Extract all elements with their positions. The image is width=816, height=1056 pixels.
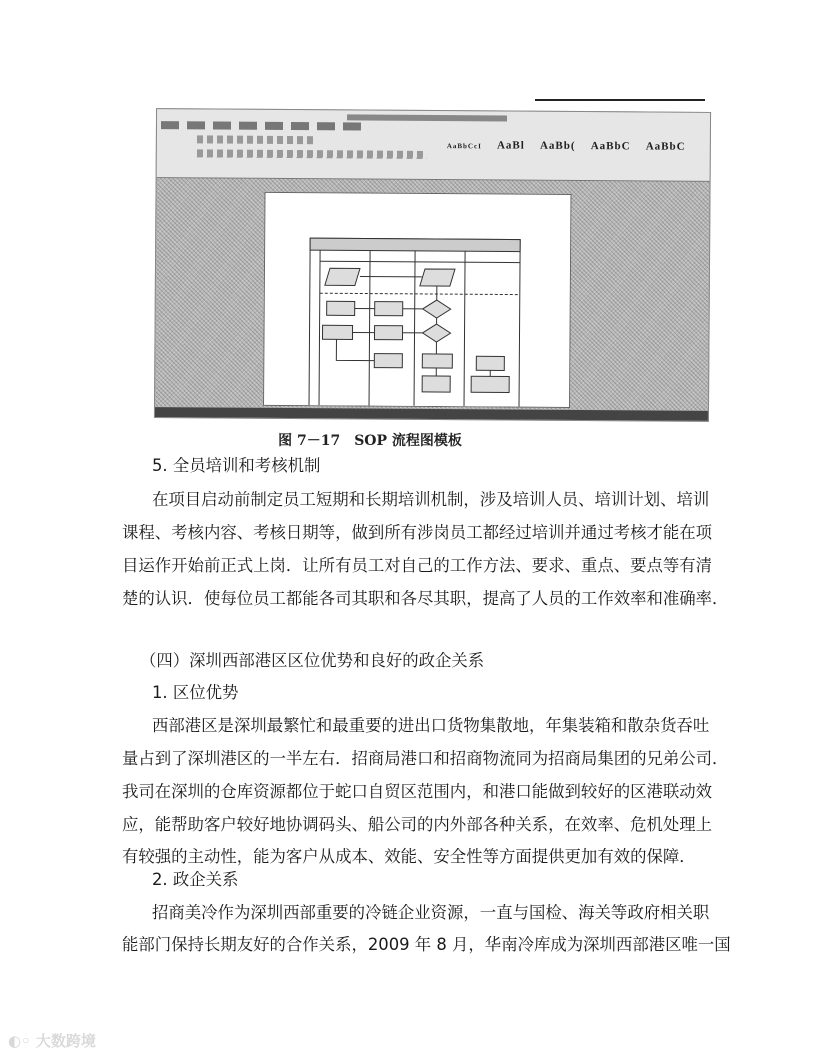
paragraph-line: 在项目启动前制定员工短期和长期培训机制，涉及培训人员、培训计划、培训 [152, 490, 710, 509]
document-page [263, 192, 571, 408]
paragraph-line: 招商美冷作为深圳西部重要的冷链企业资源，一直与国检、海关等政府相关职 [152, 903, 710, 922]
paragraph-line: 应，能帮助客户较好地协调码头、船公司的内外部各种关系，在效率、危机处理上 [122, 815, 713, 834]
section-heading: （四）深圳西部港区区位优势和良好的政企关系 [140, 651, 485, 670]
paragraph-line: 能部门保持长期友好的合作关系，2009 年 8 月，华南冷库成为深圳西部港区唯一国 [122, 935, 731, 954]
section-heading: 5. 全员培训和考核机制 [152, 456, 321, 475]
flowchart-diagram [264, 193, 570, 407]
paragraph-line: 目运作开始前正式上岗．让所有员工对自己的工作方法、要求、重点、要点等有清 [122, 556, 713, 575]
paragraph-line: 课程、考核内容、考核日期等，做到所有涉岗员工都经过培训并通过考核才能在项 [122, 523, 713, 542]
paragraph-line: 量占到了深圳港区的一半左右．招商局港口和招商物流同为招商局集团的兄弟公司． [122, 749, 729, 768]
paragraph-line: 有较强的主动性，能为客户从成本、效能、安全性等方面提供更加有效的保障． [122, 847, 696, 866]
subsection-heading: 2. 政企关系 [152, 870, 239, 889]
taskbar [155, 407, 708, 421]
header-rule [535, 99, 705, 101]
figure-caption: 图 7－17 SOP 流程图模板 [278, 433, 462, 449]
watermark-logo: ◐◦ 大数跨境 [8, 1032, 96, 1050]
subsection-heading: 1. 区位优势 [152, 683, 239, 702]
figure-sop-flowchart-screenshot [154, 108, 711, 422]
paragraph-line: 我司在深圳的仓库资源都位于蛇口自贸区范围内，和港口能做到较好的区港联动效 [122, 782, 713, 801]
word-ribbon [157, 109, 710, 182]
paragraph-line: 西部港区是深圳最繁忙和最重要的进出口货物集散地，年集装箱和散杂货吞吐 [152, 716, 710, 735]
paragraph-line: 楚的认识．使每位员工都能各司其职和各尽其职，提高了人员的工作效率和准确率． [122, 589, 729, 608]
styles-gallery: AaBbCcI AaBl AaBb( AaBbC AaBbC [446, 139, 686, 153]
